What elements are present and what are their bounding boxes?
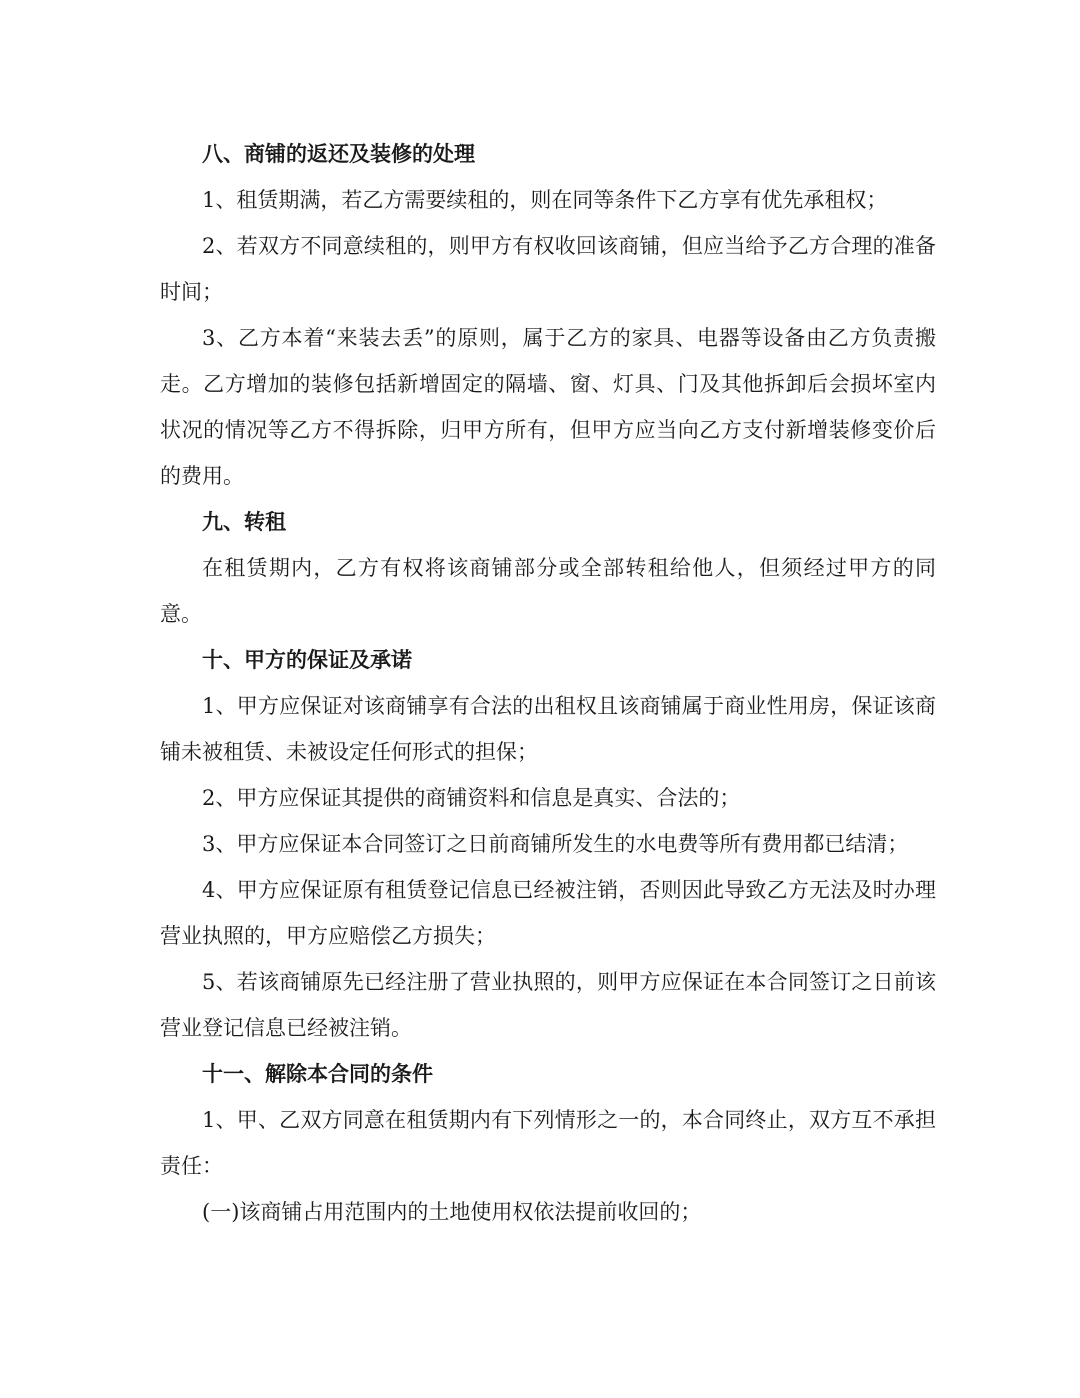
paragraph: 3、乙方本着“来装去丢”的原则，属于乙方的家具、电器等设备由乙方负责搬走。乙方增加的装修包括新增固定的隔墙、窗、灯具、门及其他拆卸后会损坏室内状况的情况等乙方不得拆除，归甲方所有，但甲方应当向乙方支付新增装修变价后的费用。 — [160, 326, 936, 488]
paragraph: 2、甲方应保证其提供的商铺资料和信息是真实、合法的； — [202, 786, 741, 810]
section-heading-10: 十、甲方的保证及承诺 — [202, 647, 412, 672]
paragraph: 1、租赁期满，若乙方需要续租的，则在同等条件下乙方享有优先承租权； — [202, 188, 888, 212]
document-body — [160, 131, 936, 1235]
paragraph: 4、甲方应保证原有租赁登记信息已经被注销，否则因此导致乙方无法及时办理营业执照的，甲方应赔偿乙方损失； — [160, 878, 936, 948]
paragraph: 3、甲方应保证本合同签订之日前商铺所发生的水电费等所有费用都已结清； — [202, 832, 909, 856]
paragraph: (一)该商铺占用范围内的土地使用权依法提前收回的； — [202, 1200, 702, 1224]
paragraph: 2、若双方不同意续租的，则甲方有权收回该商铺，但应当给予乙方合理的准备时间； — [160, 234, 936, 304]
paragraph: 在租赁期内，乙方有权将该商铺部分或全部转租给他人，但须经过甲方的同意。 — [160, 556, 936, 626]
section-heading-9: 九、转租 — [202, 509, 286, 534]
paragraph: 1、甲、乙双方同意在租赁期内有下列情形之一的，本合同终止，双方互不承担责任： — [160, 1108, 936, 1178]
paragraph: 5、若该商铺原先已经注册了营业执照的，则甲方应保证在本合同签订之日前该营业登记信息已经被注销。 — [160, 970, 936, 1040]
section-heading-8: 八、商铺的返还及装修的处理 — [202, 141, 475, 166]
paragraph: 1、甲方应保证对该商铺享有合法的出租权且该商铺属于商业性用房，保证该商铺未被租赁、未被设定任何形式的担保； — [160, 694, 936, 764]
section-heading-11: 十一、解除本合同的条件 — [202, 1061, 433, 1086]
